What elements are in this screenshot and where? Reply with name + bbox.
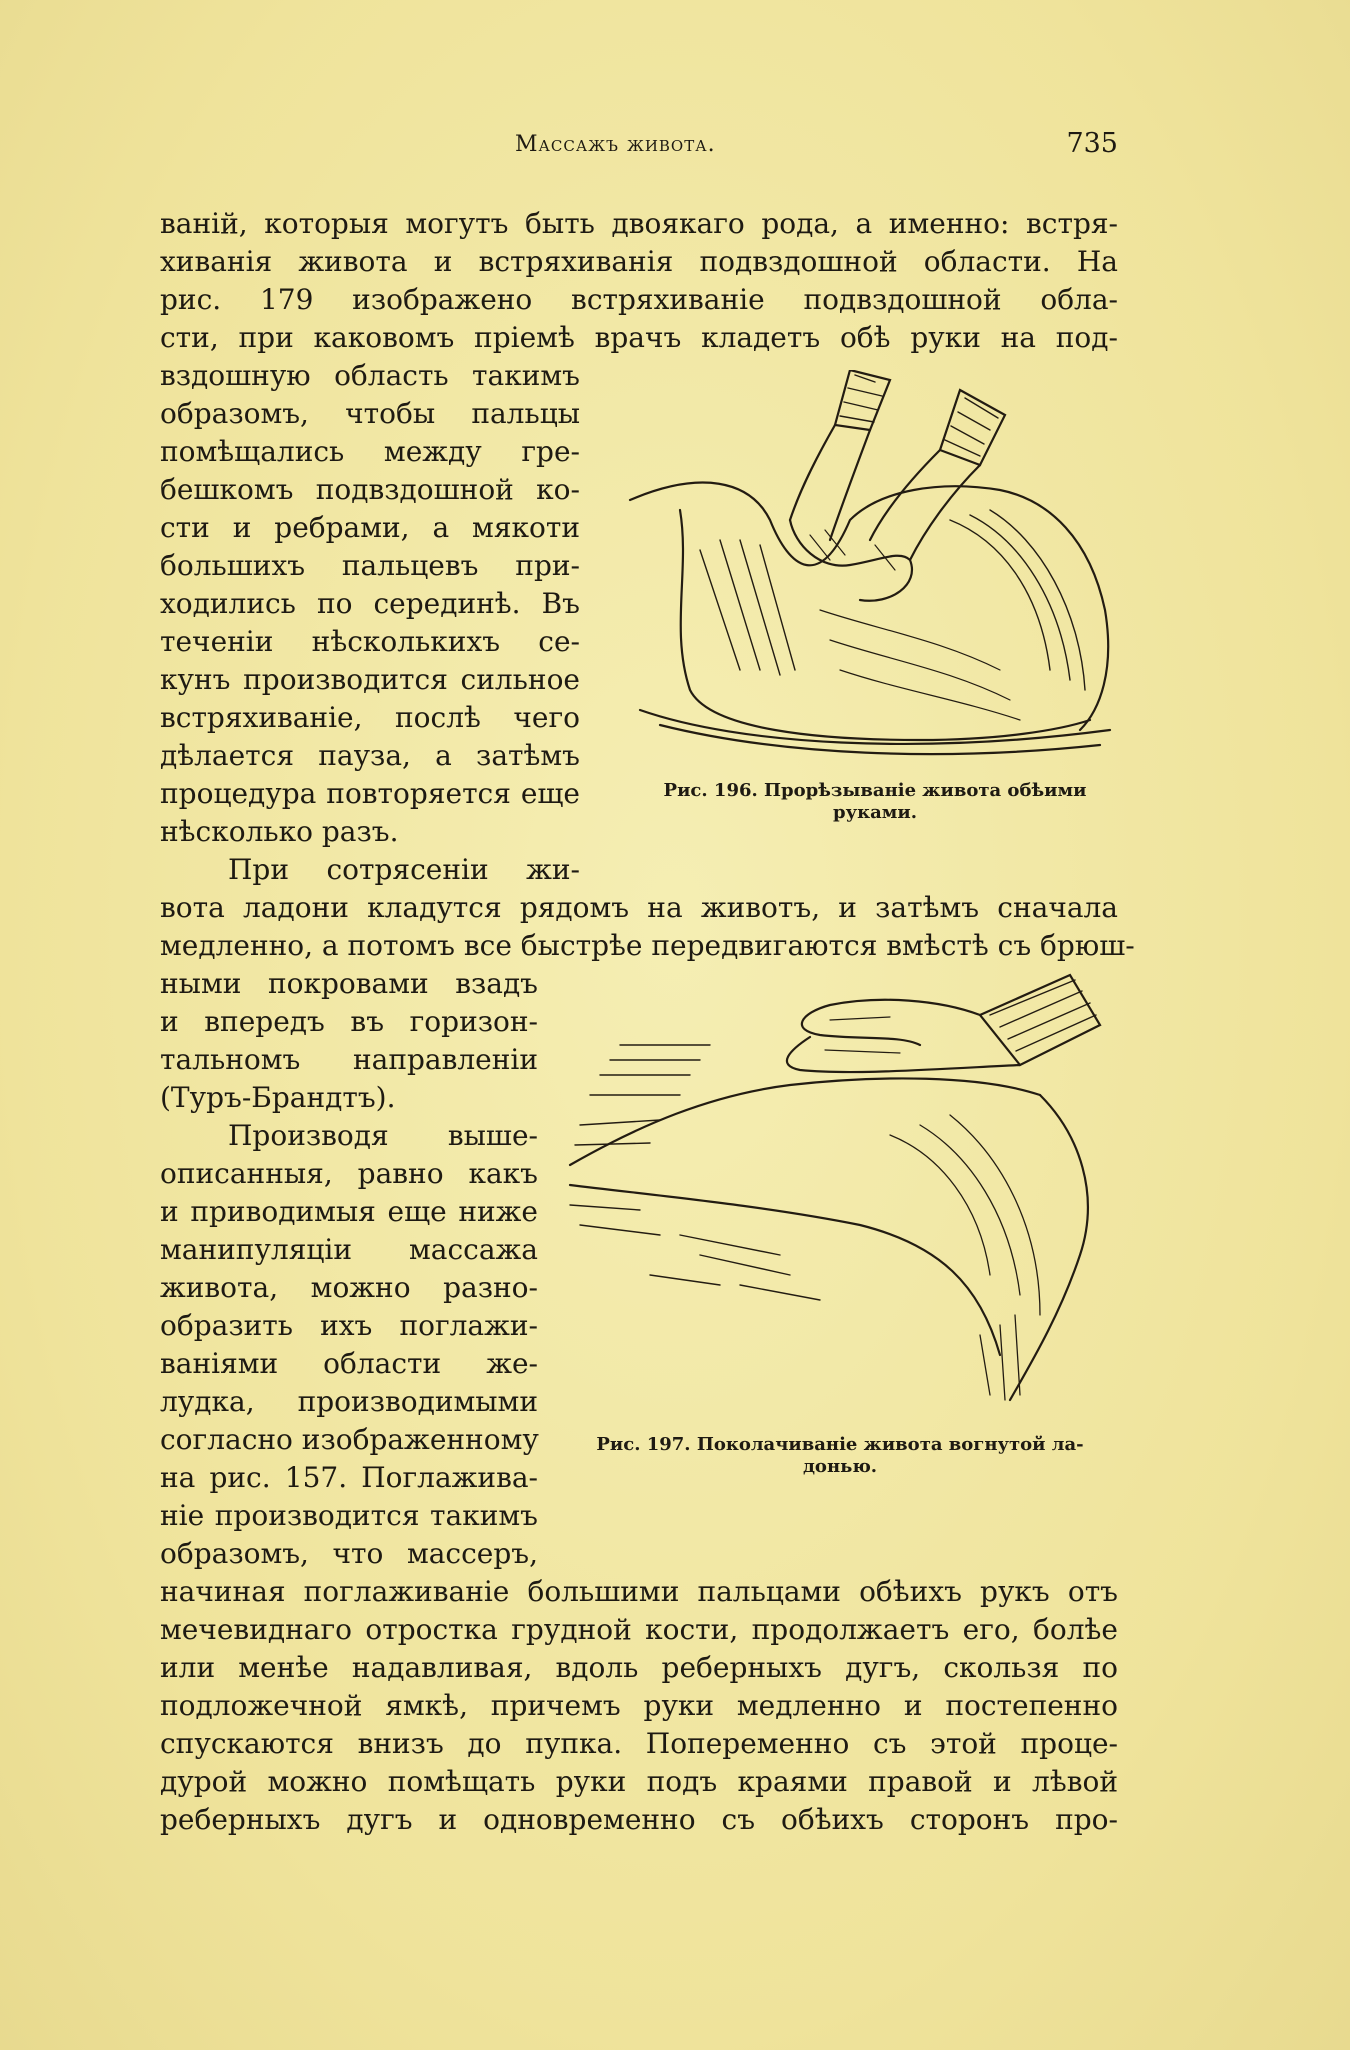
text-line: ходились по серединѣ. Въ [160, 587, 580, 620]
figure-197-caption [560, 1434, 1120, 1478]
figure-label: Рис. 196. [663, 780, 758, 801]
text-line: медленно, а потомъ все быстрѣе передвигаются вмѣстѣ съ брюш- [160, 929, 1135, 962]
text-line: образомъ, что массеръ, [160, 1537, 538, 1570]
text-line: кунъ производится сильное [160, 663, 580, 696]
page-number: 735 [1066, 128, 1118, 159]
text-line: нѣсколько разъ. [160, 815, 399, 848]
text-line: или менѣе надавливая, вдоль реберныхъ дугъ, скользя по [160, 1651, 1118, 1684]
caption-text: руками. [832, 802, 918, 823]
text-line: Производя выше- [228, 1119, 538, 1152]
text-line: образомъ, чтобы пальцы [160, 397, 580, 430]
text-line: теченіи нѣсколькихъ се- [160, 625, 580, 658]
text-line: тальномъ направленіи [160, 1043, 538, 1076]
text-line: подложечной ямкѣ, причемъ руки медленно и постепенно [160, 1689, 1118, 1722]
figure-197-illustration [560, 955, 1120, 1410]
text-line: живота, можно разно- [160, 1271, 538, 1304]
text-line: При сотрясеніи жи- [228, 853, 580, 886]
text-line: и впередъ въ горизон- [160, 1005, 538, 1038]
text-line: манипуляціи массажа [160, 1233, 538, 1266]
text-line: спускаются внизъ до пупка. Попеременно съ этой проце- [160, 1727, 1118, 1760]
text-line: описанныя, равно какъ [160, 1157, 538, 1190]
text-line: лудка, производимыми [160, 1385, 538, 1418]
text-line: на рис. 157. Поглажива- [160, 1461, 538, 1494]
text-line: встряхиваніе, послѣ чего [160, 701, 580, 734]
text-line: помѣщались между гре- [160, 435, 580, 468]
text-line: начиная поглаживаніе большими пальцами обѣихъ рукъ отъ [160, 1575, 1118, 1608]
text-line: мечевиднаго отростка грудной кости, продолжаетъ его, болѣе [160, 1613, 1118, 1646]
text-line: сти и ребрами, а мякоти [160, 511, 580, 544]
text-line: ваній, которыя могутъ быть двоякаго рода, а именно: встря- [160, 207, 1118, 240]
figure-label: Рис. 197. [596, 1434, 691, 1455]
text-line: рис. 179 изображено встряхиваніе подвздошной обла- [160, 283, 1118, 316]
page-header [160, 128, 1118, 172]
text-line: реберныхъ дугъ и одновременно съ обѣихъ сторонъ про- [160, 1803, 1118, 1836]
text-line: дѣлается пауза, а затѣмъ [160, 739, 580, 772]
text-line: ніе производится такимъ [160, 1499, 538, 1532]
text-line: ными покровами взадъ [160, 967, 538, 1000]
text-line: бешкомъ подвздошной ко- [160, 473, 580, 506]
text-line: вота ладони кладутся рядомъ на животъ, и затѣмъ сначала [160, 891, 1118, 924]
text-line: согласно изображенному [160, 1423, 539, 1456]
caption-text: Прорѣзываніе живота обѣими [764, 780, 1087, 801]
figure-196-illustration [620, 370, 1120, 770]
caption-text: донью. [802, 1456, 878, 1477]
text-line: дурой можно помѣщать руки подъ краями правой и лѣвой [160, 1765, 1118, 1798]
text-line: процедура повторяется еще [160, 777, 580, 810]
figure-196-caption [630, 780, 1120, 824]
text-line: вздошную область такимъ [160, 359, 580, 392]
text-line: (Туръ-Брандтъ). [160, 1081, 396, 1114]
text-line: хиванія живота и встряхиванія подвздошной области. На [160, 245, 1118, 278]
caption-text: Поколачиваніе живота вогнутой ла- [696, 1434, 1084, 1455]
text-line: большихъ пальцевъ при- [160, 549, 580, 582]
text-line: ваніями области же- [160, 1347, 538, 1380]
running-title: Массажъ живота. [515, 132, 716, 157]
text-line: образить ихъ поглажи- [160, 1309, 538, 1342]
text-line: сти, при каковомъ пріемѣ врачъ кладетъ обѣ руки на под- [160, 321, 1118, 354]
text-line: и приводимыя еще ниже [160, 1195, 538, 1228]
